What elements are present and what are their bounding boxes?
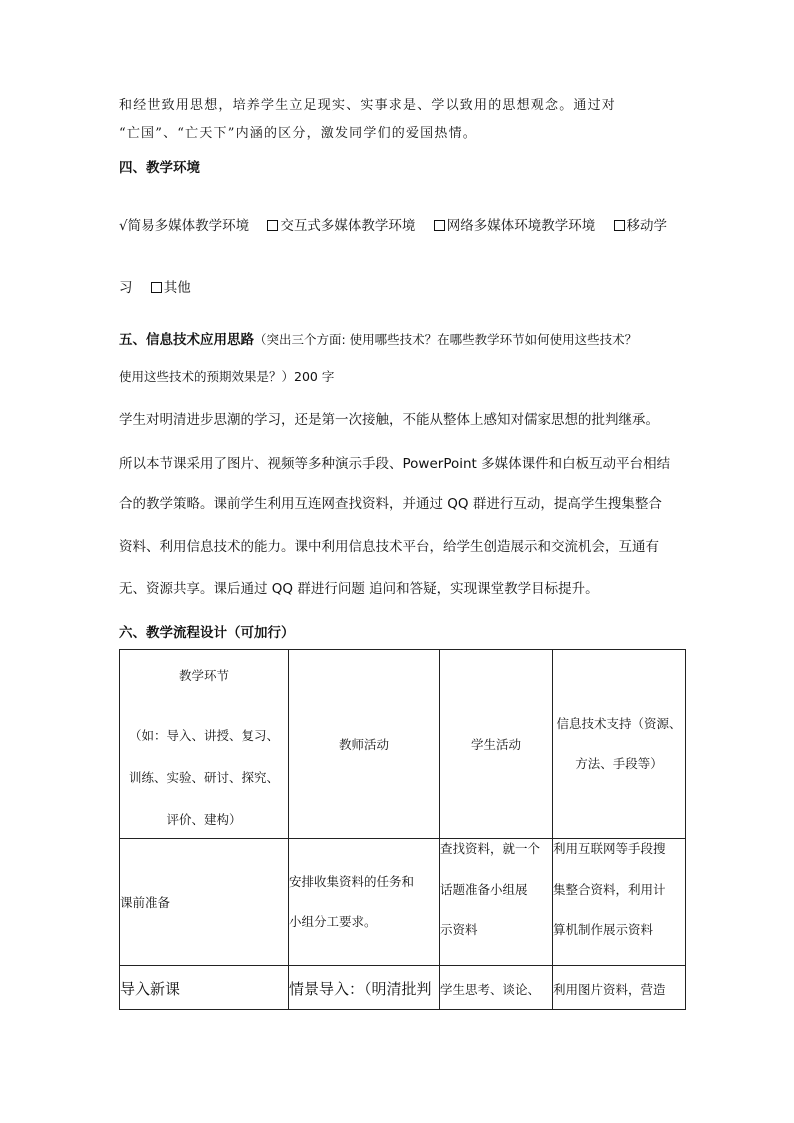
tech-cell: 利用图片资料，营造 [553, 966, 686, 1010]
teacher-cell [289, 839, 440, 966]
header-teacher: 教师活动 [289, 650, 440, 839]
table-row [120, 966, 686, 1010]
header-student: 学生活动 [440, 650, 553, 839]
section-5-title: 五、信息技术应用思路 [119, 332, 254, 348]
option-other: 其他 [163, 280, 191, 296]
header-tech-line-1: 信息技术支持（资源、 [556, 715, 682, 731]
header-stage-note-3: 评价、建构） [166, 812, 242, 827]
option-interactive-multimedia: 交互式多媒体教学环境 [280, 218, 416, 234]
tech-line: 集整合资料，利用计 [553, 881, 666, 897]
paragraph-line-3: 合的教学策略。课前学生利用互连网查找资料，并通过 QQ 群进行互动，提高学生搜集整合 [119, 496, 662, 512]
student-cell [440, 839, 553, 966]
tech-cell [553, 839, 686, 966]
header-stage-note-2: 训练、实验、研讨、探究、 [128, 770, 279, 785]
header-tech-line-2: 方法、手段等） [575, 756, 663, 771]
tech-line: 利用互联网等手段搜 [553, 841, 666, 856]
tech-line: 算机制作展示资料 [553, 922, 654, 937]
paragraph-line-2: 所以本节课采用了图片、视频等多种演示手段、PowerPoint 多媒体课件和白板互动平台相结 [119, 456, 671, 472]
paragraph-line-1: 学生对明清进步思潮的学习，还是第一次接触，不能从整体上感知对儒家思想的批判继承。 [119, 412, 659, 428]
checkbox-icon[interactable] [267, 220, 278, 231]
section-5-heading [119, 328, 637, 348]
section-5-note-line-2: 使用这些技术的预期效果是？）200 字 [119, 369, 335, 384]
teaching-flow-table [119, 649, 686, 1010]
section-5-note: （突出三个方面: 使用哪些技术？在哪些教学环节如何使用这些技术？ [254, 332, 638, 347]
environment-options-row-2 [119, 276, 191, 296]
table-row [120, 839, 686, 966]
section-6-title: 六、教学流程设计（可加行） [119, 625, 295, 641]
checkbox-icon[interactable] [151, 282, 162, 293]
student-line: 话题准备小组展 [440, 881, 528, 897]
paragraph-line-5: 无、资源共享。课后通过 QQ 群进行问题 追问和答疑，实现课堂教学目标提升。 [119, 581, 599, 597]
environment-options-row-1 [119, 214, 667, 234]
option-network-multimedia: 网络多媒体环境教学环境 [446, 218, 596, 234]
student-line: 示资料 [440, 922, 478, 937]
stage-cell: 课前准备 [120, 839, 289, 966]
intro-line-2: “亡国”、“亡天下”内涵的区分，激发同学们的爱国热情。 [119, 126, 477, 141]
option-mobile-learning-part2: 习 [119, 280, 133, 296]
student-line: 查找资料，就一个 [440, 841, 541, 856]
teacher-line: 安排收集资料的任务和 [289, 873, 415, 889]
check-mark-icon: √ [119, 218, 128, 234]
teacher-cell: 情景导入：（明清批判 [289, 966, 440, 1010]
option-simple-multimedia: 简易多媒体教学环境 [127, 218, 250, 234]
student-cell: 学生思考、谈论、 [440, 966, 553, 1010]
stage-cell: 导入新课 [120, 966, 289, 1010]
teacher-line: 小组分工要求。 [289, 914, 377, 929]
header-tech [553, 650, 686, 839]
header-stage-note-1: （如：导入、讲授、复习、 [128, 728, 279, 743]
checkbox-icon[interactable] [434, 220, 445, 231]
table-header-row [120, 650, 686, 839]
intro-line-1: 和经世致用思想，培养学生立足现实、实事求是、学以致用的思想观念。通过对 [119, 98, 617, 113]
header-stage [120, 650, 289, 839]
paragraph-line-4: 资料、利用信息技术的能力。课中利用信息技术平台，给学生创造展示和交流机会，互通有 [119, 539, 659, 555]
header-stage-title: 教学环节 [178, 668, 229, 683]
option-mobile-learning-part1: 移动学 [626, 218, 667, 234]
section-4-title: 四、教学环境 [119, 160, 200, 176]
checkbox-icon[interactable] [614, 220, 625, 231]
